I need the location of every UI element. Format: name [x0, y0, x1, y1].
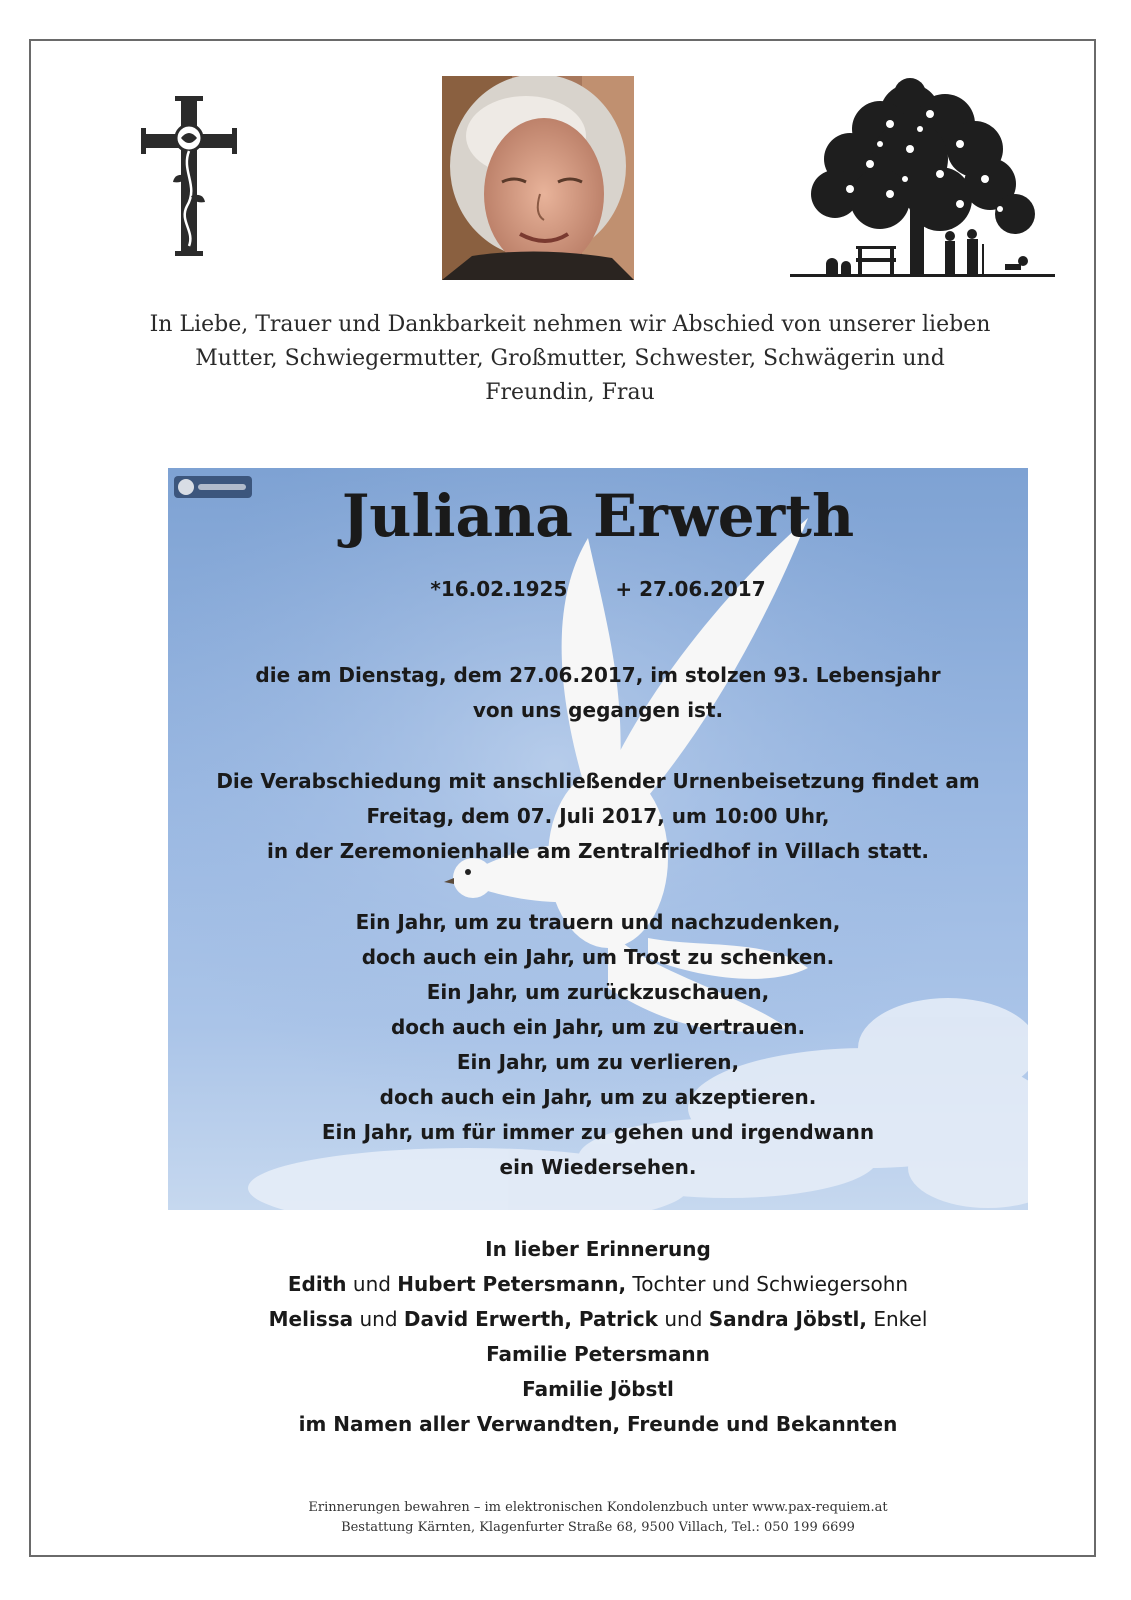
intro-text [140, 308, 1000, 410]
mourners-line-grandchildren [168, 1302, 1028, 1337]
cross-with-rose-icon [141, 96, 237, 256]
death-date: + 27.06.2017 [615, 577, 766, 601]
poem-line: Ein Jahr, um zu trauern und nachzudenken, [355, 910, 841, 934]
poem-line: Ein Jahr, um zurückzuschauen, [426, 980, 770, 1004]
birth-date: *16.02.1925 [430, 577, 568, 601]
others-line: im Namen aller Verwandten, Freunde und Bekannten [298, 1412, 898, 1436]
connector-text: und [346, 1272, 398, 1296]
mourner-name: Hubert Petersmann, [397, 1272, 627, 1296]
tree-silhouette-icon [790, 74, 1055, 286]
relation-text: Tochter und Schwiegersohn [626, 1272, 909, 1296]
footer-line: Erinnerungen bewahren – im elektronischen Kondolenzbuch unter www.pax-requiem.at [308, 1500, 888, 1515]
poem [168, 905, 1028, 1185]
poem-line: doch auch ein Jahr, um Trost zu schenken. [361, 945, 835, 969]
mourners-section [168, 1232, 1028, 1442]
poem-line: doch auch ein Jahr, um zu akzeptieren. [379, 1085, 817, 1109]
text-line: Freitag, dem 07. Juli 2017, um 10:00 Uhr, [366, 804, 830, 828]
mourner-name: Edith [287, 1272, 347, 1296]
ceremony-text [168, 764, 1028, 869]
poem-line: doch auch ein Jahr, um zu vertrauen. [390, 1015, 806, 1039]
death-text [168, 658, 1028, 728]
footer-line: Bestattung Kärnten, Klagenfurter Straße 68, 9500 Villach, Tel.: 050 199 6699 [341, 1520, 855, 1535]
mourners-line-children [168, 1267, 1028, 1302]
notice-panel [168, 468, 1028, 1210]
portrait-photo [442, 76, 634, 280]
deceased-name: Juliana Erwerth [341, 482, 855, 550]
intro-line: In Liebe, Trauer und Dankbarkeit nehmen wir Abschied von unserer lieben [149, 312, 991, 337]
text-line: von uns gegangen ist. [472, 698, 724, 722]
connector-text: und [658, 1307, 709, 1331]
mourner-name: Melissa [268, 1307, 354, 1331]
footer [168, 1498, 1028, 1538]
poem-line: Ein Jahr, um zu verlieren, [456, 1050, 740, 1074]
poem-line: ein Wiedersehen. [499, 1155, 697, 1179]
family-line: Familie Petersmann [486, 1342, 710, 1366]
connector-text: und [353, 1307, 404, 1331]
intro-line: Freundin, Frau [485, 380, 655, 405]
text-line: in der Zeremonienhalle am Zentralfriedhof in Villach statt. [266, 839, 929, 863]
intro-line: Mutter, Schwiegermutter, Großmutter, Schwester, Schwägerin und [195, 346, 945, 371]
poem-line: Ein Jahr, um für immer zu gehen und irgendwann [321, 1120, 875, 1144]
life-dates [168, 574, 1028, 604]
relation-text: Enkel [866, 1307, 928, 1331]
text-line: Die Verabschiedung mit anschließender Urnenbeisetzung findet am [216, 769, 980, 793]
closing-heading: In lieber Erinnerung [485, 1237, 711, 1261]
text-line: die am Dienstag, dem 27.06.2017, im stolzen 93. Lebensjahr [255, 663, 941, 687]
mourner-name: Sandra Jöbstl, [708, 1307, 867, 1331]
family-line: Familie Jöbstl [522, 1377, 674, 1401]
mourner-name: David Erwerth, Patrick [403, 1307, 658, 1331]
